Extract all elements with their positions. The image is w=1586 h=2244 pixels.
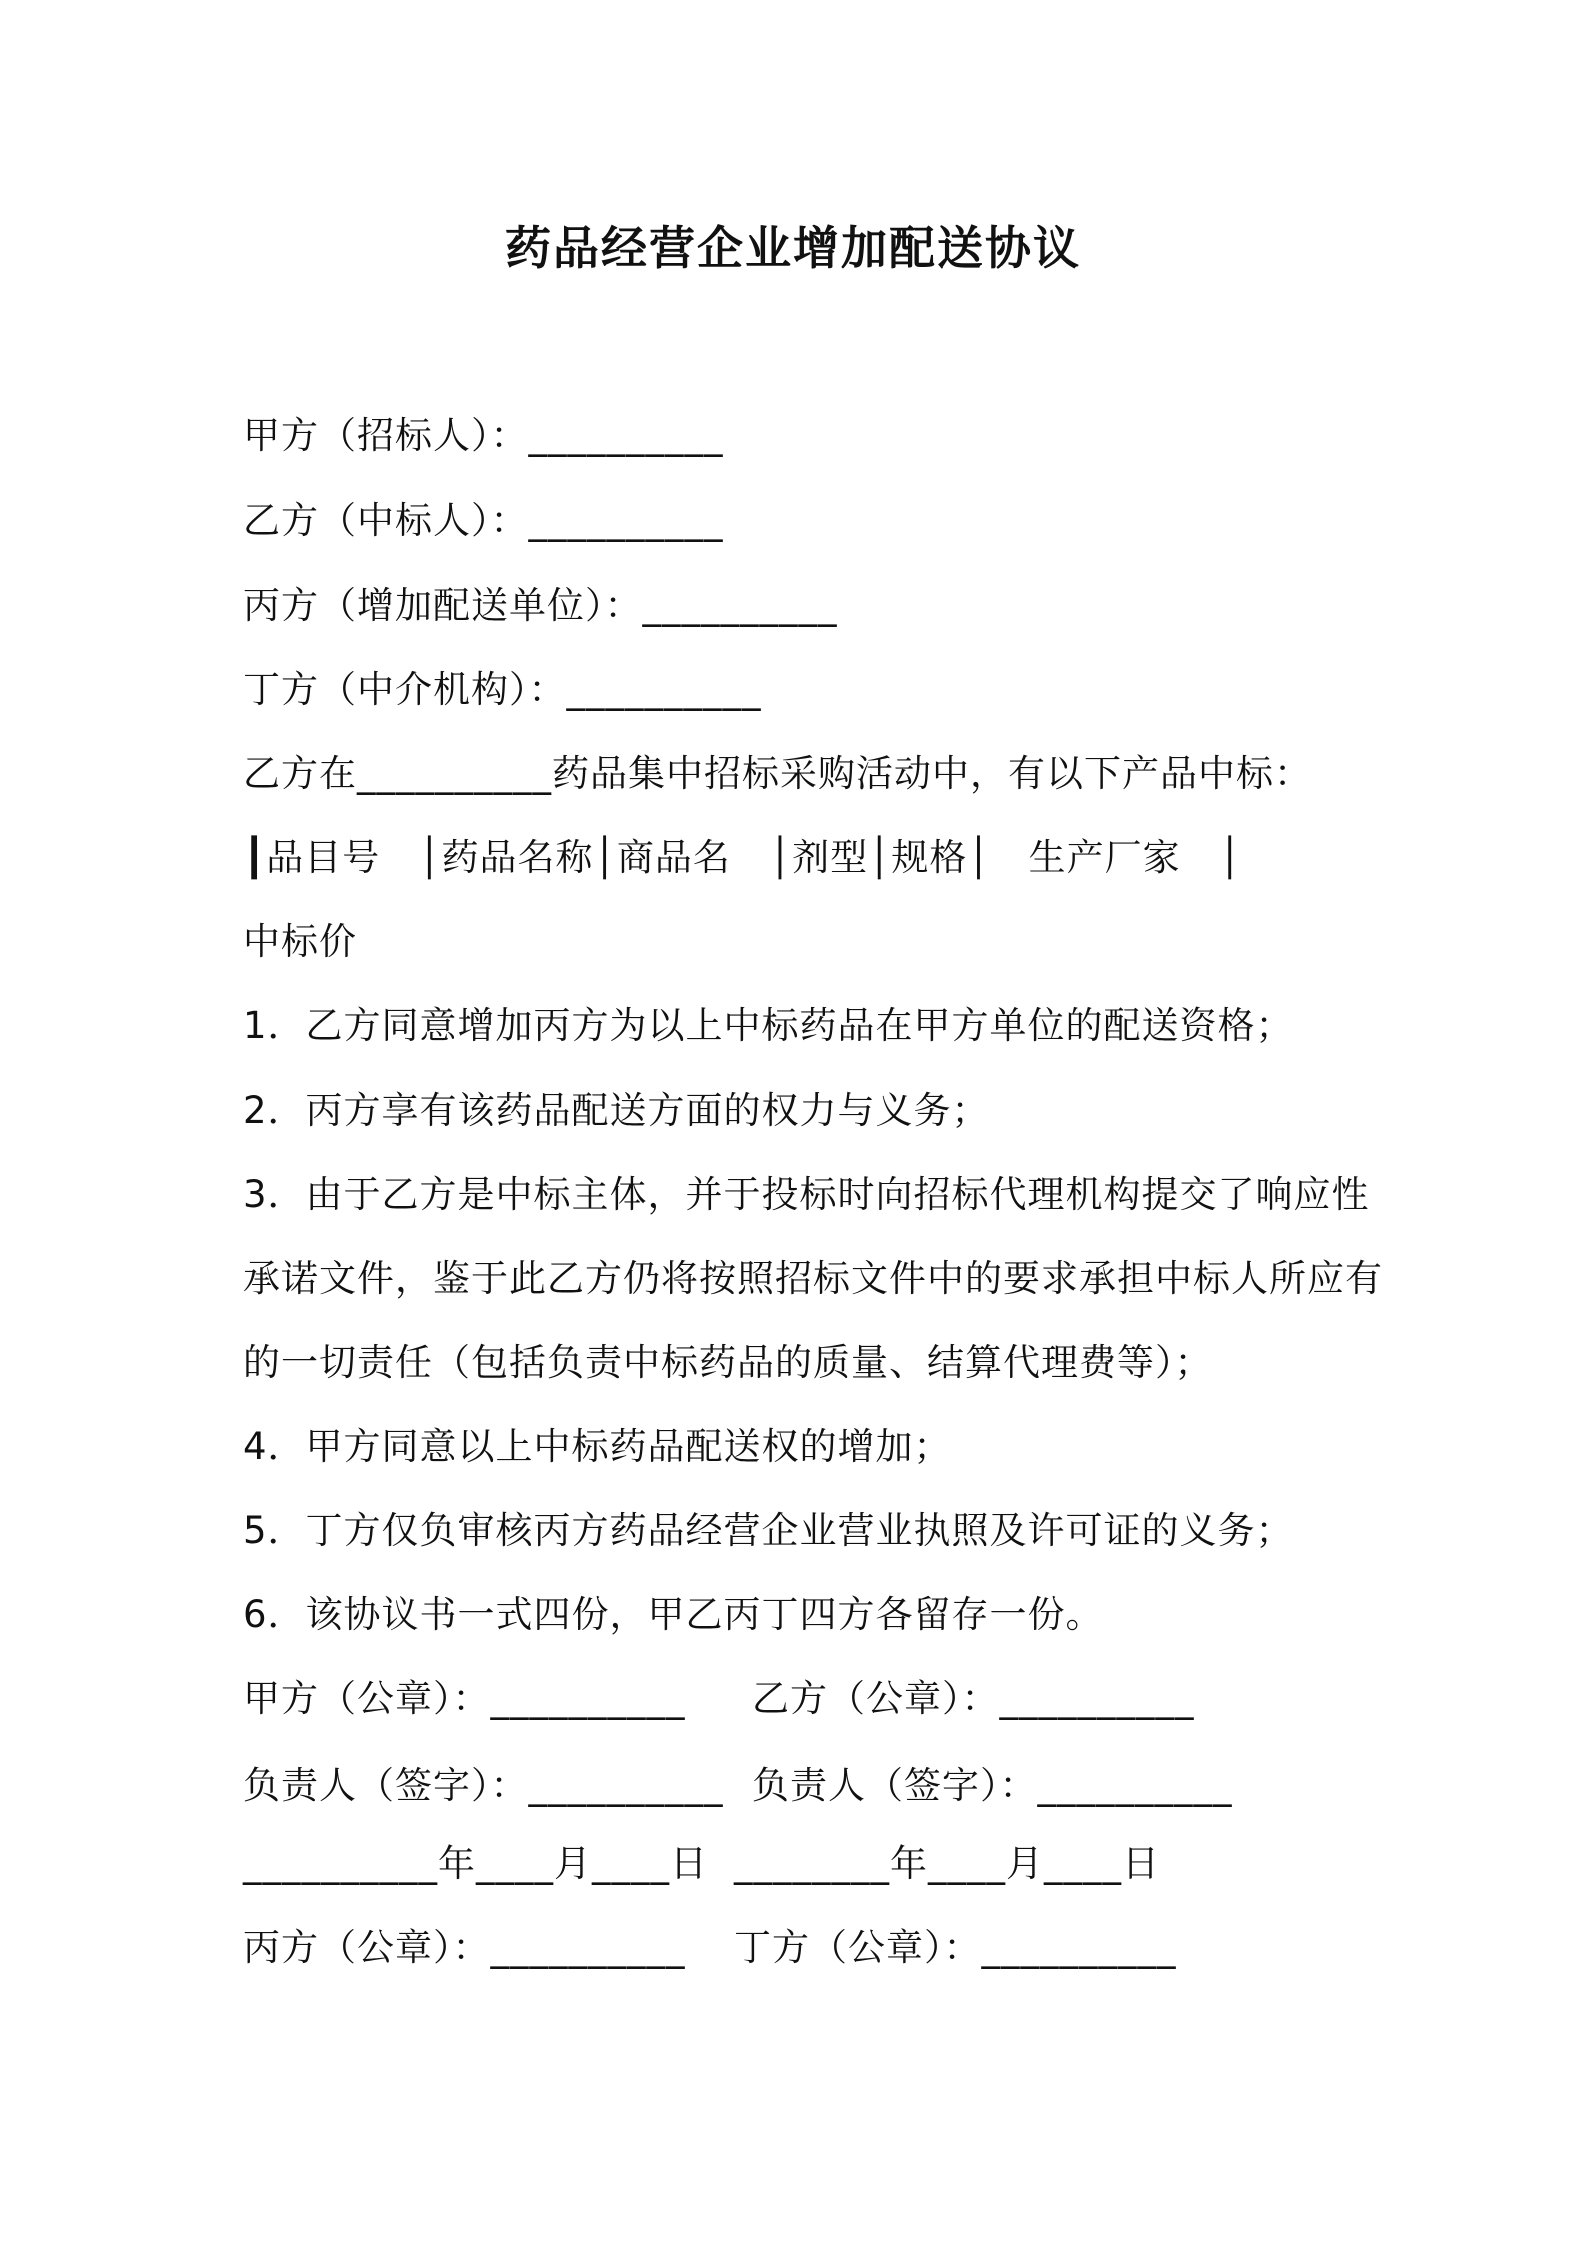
clause-2: 2．丙方享有该药品配送方面的权力与义务； xyxy=(243,1089,990,1132)
party-b-rep-field: 负责人（签字）：__________ xyxy=(752,1764,1233,1807)
clause-5: 5．丁方仅负审核丙方药品经营企业营业执照及许可证的义务； xyxy=(243,1509,1294,1552)
intro-line: 乙方在__________药品集中招标采购活动中，有以下产品中标： xyxy=(243,752,1312,795)
party-b-seal-field: 乙方（公章）：__________ xyxy=(752,1677,1195,1720)
party-d-seal-field: 丁方（公章）：__________ xyxy=(734,1926,1177,1969)
party-d-line: 丁方（中介机构）：__________ xyxy=(243,668,762,711)
clause-3-line-3: 的一切责任（包括负责中标药品的质量、结算代理费等）； xyxy=(243,1341,1213,1384)
product-table-header-cont: 中标价 xyxy=(243,920,357,963)
party-a-line: 甲方（招标人）：__________ xyxy=(243,414,724,457)
clause-1: 1．乙方同意增加丙方为以上中标药品在甲方单位的配送资格； xyxy=(243,1004,1294,1047)
clause-4: 4．甲方同意以上中标药品配送权的增加； xyxy=(243,1425,952,1468)
document-title: 药品经营企业增加配送协议 xyxy=(505,221,1081,275)
clause-6: 6．该协议书一式四份，甲乙丙丁四方各留存一份。 xyxy=(243,1593,1104,1636)
party-b-line: 乙方（中标人）：__________ xyxy=(243,499,724,542)
clause-3-line-1: 3．由于乙方是中标主体，并于投标时向招标代理机构提交了响应性 xyxy=(243,1173,1370,1216)
party-c-line: 丙方（增加配送单位）：__________ xyxy=(243,584,838,627)
clause-3-line-2: 承诺文件，鉴于此乙方仍将按照招标文件中的要求承担中标人所应有 xyxy=(243,1257,1383,1300)
party-c-seal-field: 丙方（公章）：__________ xyxy=(243,1926,686,1969)
date-field-a: __________年____月____日 xyxy=(243,1842,708,1885)
party-a-seal-field: 甲方（公章）：__________ xyxy=(243,1677,686,1720)
party-a-rep-field: 负责人（签字）：__________ xyxy=(243,1764,724,1807)
date-field-b: ________年____月____日 xyxy=(734,1842,1160,1885)
product-table-header: ┃品目号 │药品名称│商品名 │剂型│规格│ 生产厂家 │ xyxy=(243,836,1242,879)
